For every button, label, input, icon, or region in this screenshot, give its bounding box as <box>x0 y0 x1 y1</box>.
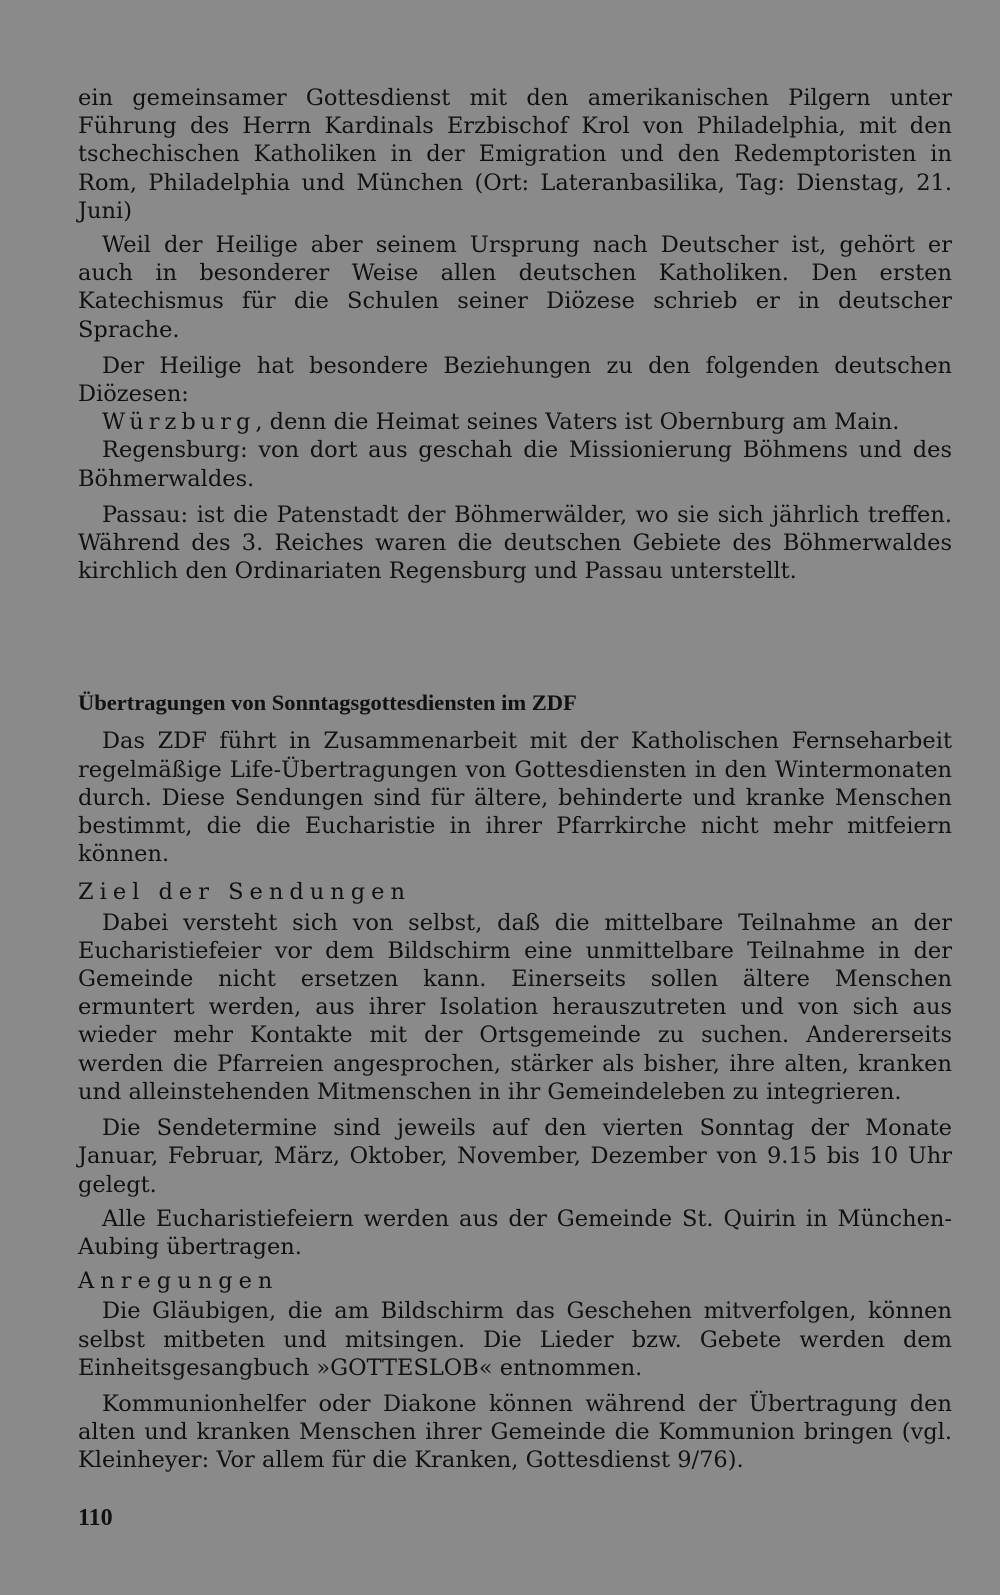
paragraph: Die Gläubigen, die am Bildschirm das Geschehen mitverfolgen, können selbst mitbeten und mitsingen. Die Lieder bzw. Gebete werden dem Einheitsgesangbuch »GOTTESLOB« entnommen. <box>78 1298 952 1381</box>
paragraph: Regensburg: von dort aus geschah die Missionierung Böhmens und des Böhmerwaldes. <box>78 437 952 492</box>
subheading: Anregungen <box>78 1268 279 1295</box>
paragraph-text: , denn die Heimat seines Vaters ist Obernburg am Main. <box>255 409 900 436</box>
spaced-term: Würzburg <box>102 409 256 436</box>
paragraph-wuerzburg <box>78 408 952 436</box>
paragraph: Das ZDF führt in Zusammenarbeit mit der Katholischen Fernseharbeit regelmäßige Life-Übertragungen von Gottesdiensten in den Wintermonaten durch. Diese Sendungen sind für ältere, behinderte und kranke Menschen bestimmt, die die Eucharistie in ihrer Pfarrkirche nicht mehr mitfeiern können. <box>78 728 952 868</box>
subheading: Ziel der Sendungen <box>78 879 411 906</box>
paragraph: Passau: ist die Patenstadt der Böhmerwälder, wo sie sich jährlich treffen. Während des 3. Reiches waren die deutschen Gebiete des Böhmerwaldes kirchlich den Ordinariaten Regensburg und Passau unterstellt. <box>78 501 952 585</box>
section-heading: Übertragungen von Sonntagsgottesdiensten im ZDF <box>78 690 577 716</box>
paragraph: Alle Eucharistiefeiern werden aus der Gemeinde St. Quirin in München-Aubing übertragen. <box>78 1205 952 1260</box>
paragraph: Weil der Heilige aber seinem Ursprung nach Deutscher ist, gehört er auch in besonderer Weise allen deutschen Katholiken. Den ersten Katechismus für die Schulen seiner Diözese schrieb er in deutscher Sprache. <box>78 232 952 343</box>
paragraph: ein gemeinsamer Gottesdienst mit den amerikanischen Pilgern unter Führung des Herrn Kardinals Erzbischof Krol von Philadelphia, mit den tschechischen Katholiken in der Emigration und den Redemptoristen in Rom, Philadelphia und München (Ort: Lateranbasilika, Tag: Dienstag, 21. Juni) <box>78 85 952 224</box>
paragraph: Kommunionhelfer oder Diakone können während der Übertragung den alten und kranken Menschen ihrer Gemeinde die Kommunion bringen (vgl. Kleinheyer: Vor allem für die Kranken, Gottesdienst 9/76). <box>78 1390 952 1474</box>
paragraph: Die Sendetermine sind jeweils auf den vierten Sonntag der Monate Januar, Februar, März, Oktober, November, Dezember von 9.15 bis 10 Uhr gelegt. <box>78 1115 952 1198</box>
page-body <box>78 84 952 1475</box>
paragraph: Der Heilige hat besondere Beziehungen zu den folgenden deutschen Diözesen: <box>78 352 952 408</box>
page-number: 110 <box>78 1505 113 1531</box>
paragraph: Dabei versteht sich von selbst, daß die mittelbare Teilnahme an der Eucharistiefeier vor dem Bildschirm eine unmittelbare Teilnahme in der Gemeinde nicht ersetzen kann. Einerseits sollen ältere Menschen ermuntert werden, aus ihrer Isolation herauszutreten und von sich aus wieder mehr Kontakte mit der Ortsgemeinde zu suchen. Andererseits werden die Pfarreien angesprochen, stärker als bisher, ihre alten, kranken und alleinstehenden Mitmenschen in ihr Gemeindeleben zu integrieren. <box>78 909 952 1105</box>
